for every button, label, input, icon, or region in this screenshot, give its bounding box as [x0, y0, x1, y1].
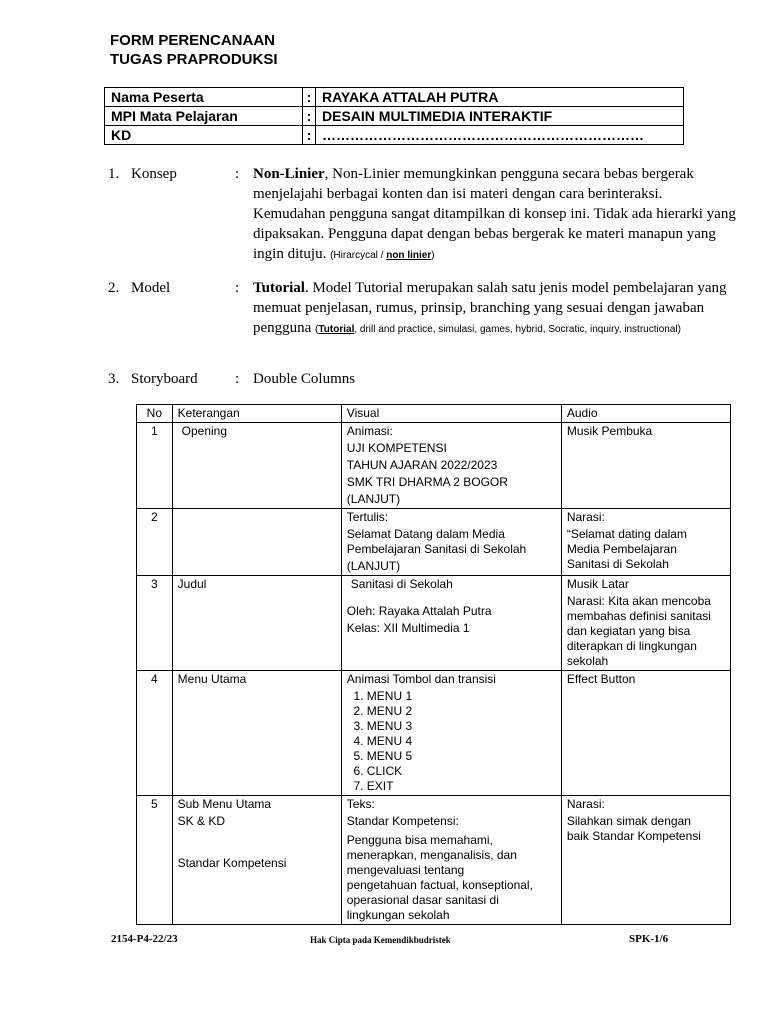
header-keterangan: Keterangan	[172, 405, 341, 423]
form-title	[110, 31, 278, 69]
visual-line: TAHUN AJARAN 2022/2023	[346, 458, 498, 472]
visual-line: Animasi:	[346, 424, 393, 438]
audio-line: Silahkan simak dengan	[566, 814, 691, 828]
section-number: 3.	[108, 371, 120, 387]
audio-line: Effect Button	[566, 672, 636, 686]
model-description: . Model Tutorial merupakan salah satu jenis model pembelajaran yang memuat penjelasan, rumus, prinsip, branching yang sesuai dengan jawaban pengguna	[253, 280, 727, 336]
header-no: No	[137, 405, 173, 423]
row-number: 4	[137, 671, 173, 796]
section-label: Konsep	[131, 166, 177, 182]
info-value: RAYAKA ATTALAH PUTRA	[316, 88, 684, 107]
row-audio	[561, 423, 730, 509]
footer-document-code: 2154-P4-22/23	[111, 933, 178, 945]
table-row	[137, 796, 731, 925]
audio-line: Media Pembelajaran	[566, 542, 677, 556]
visual-line: Tertulis:	[346, 510, 389, 524]
row-visual	[341, 576, 561, 671]
visual-line: menerapkan, menganalisis, dan	[346, 848, 517, 862]
info-separator: :	[303, 107, 316, 126]
table-row	[137, 423, 731, 509]
table-header-row	[137, 405, 731, 423]
form-title-line2: TUGAS PRAPRODUKSI	[110, 51, 278, 68]
audio-line: Narasi: Kita akan mencoba	[566, 594, 711, 608]
header-audio: Audio	[561, 405, 730, 423]
section-colon: :	[235, 166, 240, 182]
visual-line: pengetahuan factual, konseptional,	[346, 878, 533, 892]
row-keterangan	[172, 796, 341, 925]
info-label: KD	[105, 126, 303, 145]
menu-list-item: 7. EXIT	[367, 779, 556, 794]
menu-list-item: 4. MENU 4	[367, 734, 556, 749]
visual-line: Selamat Datang dalam Media	[346, 527, 505, 541]
section-body	[253, 278, 738, 340]
visual-line: UJI KOMPETENSI	[346, 441, 447, 455]
visual-author: Oleh: Rayaka Attalah Putra	[346, 604, 492, 618]
visual-line: lingkungan sekolah	[346, 908, 450, 922]
audio-line: Musik Pembuka	[566, 424, 653, 438]
row-audio	[561, 509, 730, 576]
row-audio	[561, 796, 730, 925]
keterangan-text: Standar Kompetensi	[177, 856, 287, 870]
visual-line: SMK TRI DHARMA 2 BOGOR	[346, 475, 508, 489]
info-row-mapel	[105, 107, 684, 126]
visual-line: (LANJUT)	[346, 559, 401, 573]
row-audio	[561, 671, 730, 796]
row-keterangan	[172, 423, 341, 509]
menu-list-item: 5. MENU 5	[367, 749, 556, 764]
form-title-line1: FORM PERENCANAAN	[110, 32, 275, 49]
keterangan-text: Menu Utama	[177, 672, 247, 686]
audio-line: Narasi:	[566, 797, 605, 811]
visual-line: (LANJUT)	[346, 492, 401, 506]
menu-list-item: 2. MENU 2	[367, 704, 556, 719]
section-colon: :	[235, 371, 240, 387]
model-name: Tutorial	[253, 280, 305, 296]
footer-page-number: SPK-1/6	[629, 933, 669, 945]
audio-line: diterapkan di lingkungan	[566, 639, 697, 653]
concept-name: Non-Linier	[253, 166, 325, 182]
options-prefix: (	[315, 324, 319, 335]
section-label: Model	[131, 280, 171, 296]
info-row-nama	[105, 88, 684, 107]
audio-line: Sanitasi di Sekolah	[566, 557, 669, 571]
selected-option: non linier	[386, 250, 432, 261]
info-value: ……………………………………………………………	[316, 126, 684, 145]
row-keterangan	[172, 671, 341, 796]
header-visual: Visual	[341, 405, 561, 423]
row-visual	[341, 796, 561, 925]
keterangan-text: Judul	[177, 577, 207, 591]
audio-line: dan kegiatan yang bisa	[566, 624, 691, 638]
visual-line: Standar Kompetensi:	[346, 814, 459, 828]
info-separator: :	[303, 88, 316, 107]
audio-line: baik Standar Kompetensi	[566, 829, 701, 843]
section-label: Storyboard	[131, 371, 198, 387]
menu-list	[347, 689, 556, 794]
audio-line: sekolah	[566, 654, 609, 668]
visual-line: Pengguna bisa memahami,	[346, 833, 493, 847]
row-visual	[341, 423, 561, 509]
info-value: DESAIN MULTIMEDIA INTERAKTIF	[316, 107, 684, 126]
row-audio	[561, 576, 730, 671]
visual-line: Teks:	[346, 797, 375, 811]
audio-line: membahas definisi sanitasi	[566, 609, 711, 623]
table-row	[137, 671, 731, 796]
info-row-kd	[105, 126, 684, 145]
keterangan-text: Sub Menu Utama	[177, 797, 272, 811]
concept-description: , Non-Linier memungkinkan pengguna secara bebas bergerak menjelajahi berbagai konten dan isi materi dengan cara berinteraksi. Kemudahan pengguna sangat ditampilkan di konsep ini. Tidak ada hierarki yang dipaksakan. Pengguna dapat dengan bebas bergerak ke materi manapun yang ingin dituju.	[253, 166, 736, 262]
row-number: 3	[137, 576, 173, 671]
row-keterangan	[172, 509, 341, 576]
keterangan-text: SK & KD	[177, 814, 226, 828]
visual-heading: Animasi Tombol dan transisi	[346, 672, 496, 686]
audio-line: “Selamat dating dalam	[566, 527, 687, 541]
visual-line: operasional dasar sanitasi di	[346, 893, 499, 907]
row-keterangan	[172, 576, 341, 671]
info-separator: :	[303, 126, 316, 145]
table-row	[137, 509, 731, 576]
options-suffix: )	[431, 250, 435, 261]
storyboard-type: Double Columns	[253, 371, 356, 387]
row-visual	[341, 509, 561, 576]
audio-line: Narasi:	[566, 510, 605, 524]
row-number: 5	[137, 796, 173, 925]
visual-line: Pembelajaran Sanitasi di Sekolah	[346, 542, 527, 556]
section-colon: :	[235, 280, 240, 296]
row-number: 1	[137, 423, 173, 509]
row-number: 2	[137, 509, 173, 576]
info-label: Nama Peserta	[105, 88, 303, 107]
visual-title: Sanitasi di Sekolah	[350, 577, 453, 591]
menu-list-item: 1. MENU 1	[367, 689, 556, 704]
footer-copyright: Hak Cipta pada Kemendikbudristek	[310, 935, 451, 945]
menu-list-item: 6. CLICK	[367, 764, 556, 779]
info-label: MPI Mata Pelajaran	[105, 107, 303, 126]
participant-info-table	[104, 87, 684, 145]
menu-list-item: 3. MENU 3	[367, 719, 556, 734]
storyboard-table	[136, 404, 731, 925]
selected-option: Tutorial	[318, 324, 355, 335]
options-suffix: , drill and practice, simulasi, games, hybrid, Socratic, inquiry, instructional)	[354, 324, 681, 335]
keterangan-text: Opening	[181, 424, 228, 438]
visual-class: Kelas: XII Multimedia 1	[346, 621, 470, 635]
table-row	[137, 576, 731, 671]
visual-line: mengevaluasi tentang	[346, 863, 465, 877]
options-prefix: (Hirarcycal /	[330, 250, 387, 261]
audio-line: Musik Latar	[566, 577, 629, 591]
spacer	[347, 592, 556, 602]
section-number: 2.	[108, 280, 120, 296]
row-visual	[341, 671, 561, 796]
model-options	[315, 324, 681, 335]
section-number: 1.	[108, 166, 120, 182]
concept-options	[330, 250, 434, 261]
section-body	[253, 164, 738, 266]
